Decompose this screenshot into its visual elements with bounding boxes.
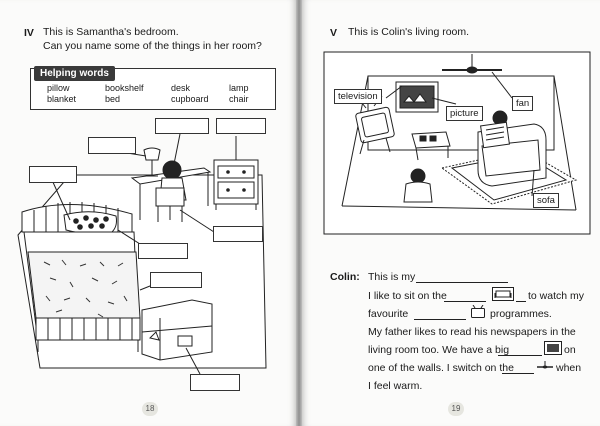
section-number-v: V: [330, 27, 338, 39]
section-title: This is Colin's living room.: [348, 26, 470, 38]
page-number: 19: [448, 402, 464, 416]
answer-box-lamp[interactable]: [88, 137, 136, 154]
answer-box-bed[interactable]: [138, 243, 188, 259]
television-icon: [470, 305, 486, 319]
label-fan: fan: [512, 96, 533, 111]
sentence-6a: one of the walls. I switch on the: [368, 362, 514, 374]
sentence-7: I feel warm.: [368, 380, 423, 392]
right-page: [302, 0, 600, 426]
label-television: television: [334, 89, 382, 104]
picture-icon: [544, 341, 562, 355]
sentence-4: My father likes to read his newspapers in the: [368, 326, 576, 338]
answer-box-pillow[interactable]: [29, 166, 77, 183]
page-number: 18: [142, 402, 158, 416]
sentence-3b: programmes.: [490, 308, 552, 320]
sentence-3a: favourite: [368, 308, 409, 320]
answer-blank-room[interactable]: [416, 282, 508, 283]
sofa-icon: [492, 287, 514, 301]
helping-word: lamp: [229, 83, 249, 93]
answer-box-girl[interactable]: [155, 118, 209, 134]
sentence-2b: to watch my: [528, 290, 585, 302]
answer-blank-sofa[interactable]: [444, 301, 486, 302]
instruction-line-1: This is Samantha's bedroom.: [43, 26, 179, 38]
helping-word: bookshelf: [105, 83, 144, 93]
answer-blank-fan[interactable]: [502, 373, 534, 374]
helping-word: chair: [229, 94, 249, 104]
helping-word: desk: [171, 83, 191, 93]
speaker-label: Colin:: [330, 271, 360, 283]
label-picture: picture: [446, 106, 483, 121]
instruction-line-2: Can you name some of the things in her room?: [43, 40, 262, 52]
answer-blank-television[interactable]: [414, 319, 466, 320]
helping-word: cupboard: [171, 94, 209, 104]
helping-words-title: Helping words: [34, 66, 115, 81]
answer-box-bookshelf[interactable]: [190, 374, 240, 391]
answer-blank-picture[interactable]: [498, 355, 542, 356]
sentence-5b: on: [564, 344, 576, 356]
answer-box-cupboard[interactable]: [216, 118, 266, 134]
sentence-2a: I like to sit on the: [368, 290, 447, 302]
sentence-6b: when: [556, 362, 582, 374]
answer-box-blanket[interactable]: [150, 272, 202, 288]
helping-word: pillow: [47, 83, 70, 93]
section-number-iv: IV: [24, 27, 34, 39]
sentence-1: This is my: [368, 271, 416, 283]
sentence-5a: living room too. We have a big: [368, 344, 510, 356]
left-page: [0, 0, 296, 426]
answer-box-chair[interactable]: [213, 226, 263, 242]
helping-word: blanket: [47, 94, 77, 104]
label-sofa: sofa: [533, 193, 559, 208]
answer-blank-sofa-tail[interactable]: [516, 301, 526, 302]
fan-icon: [536, 361, 554, 373]
helping-word: bed: [105, 94, 121, 104]
bedroom-illustration: [0, 0, 296, 426]
